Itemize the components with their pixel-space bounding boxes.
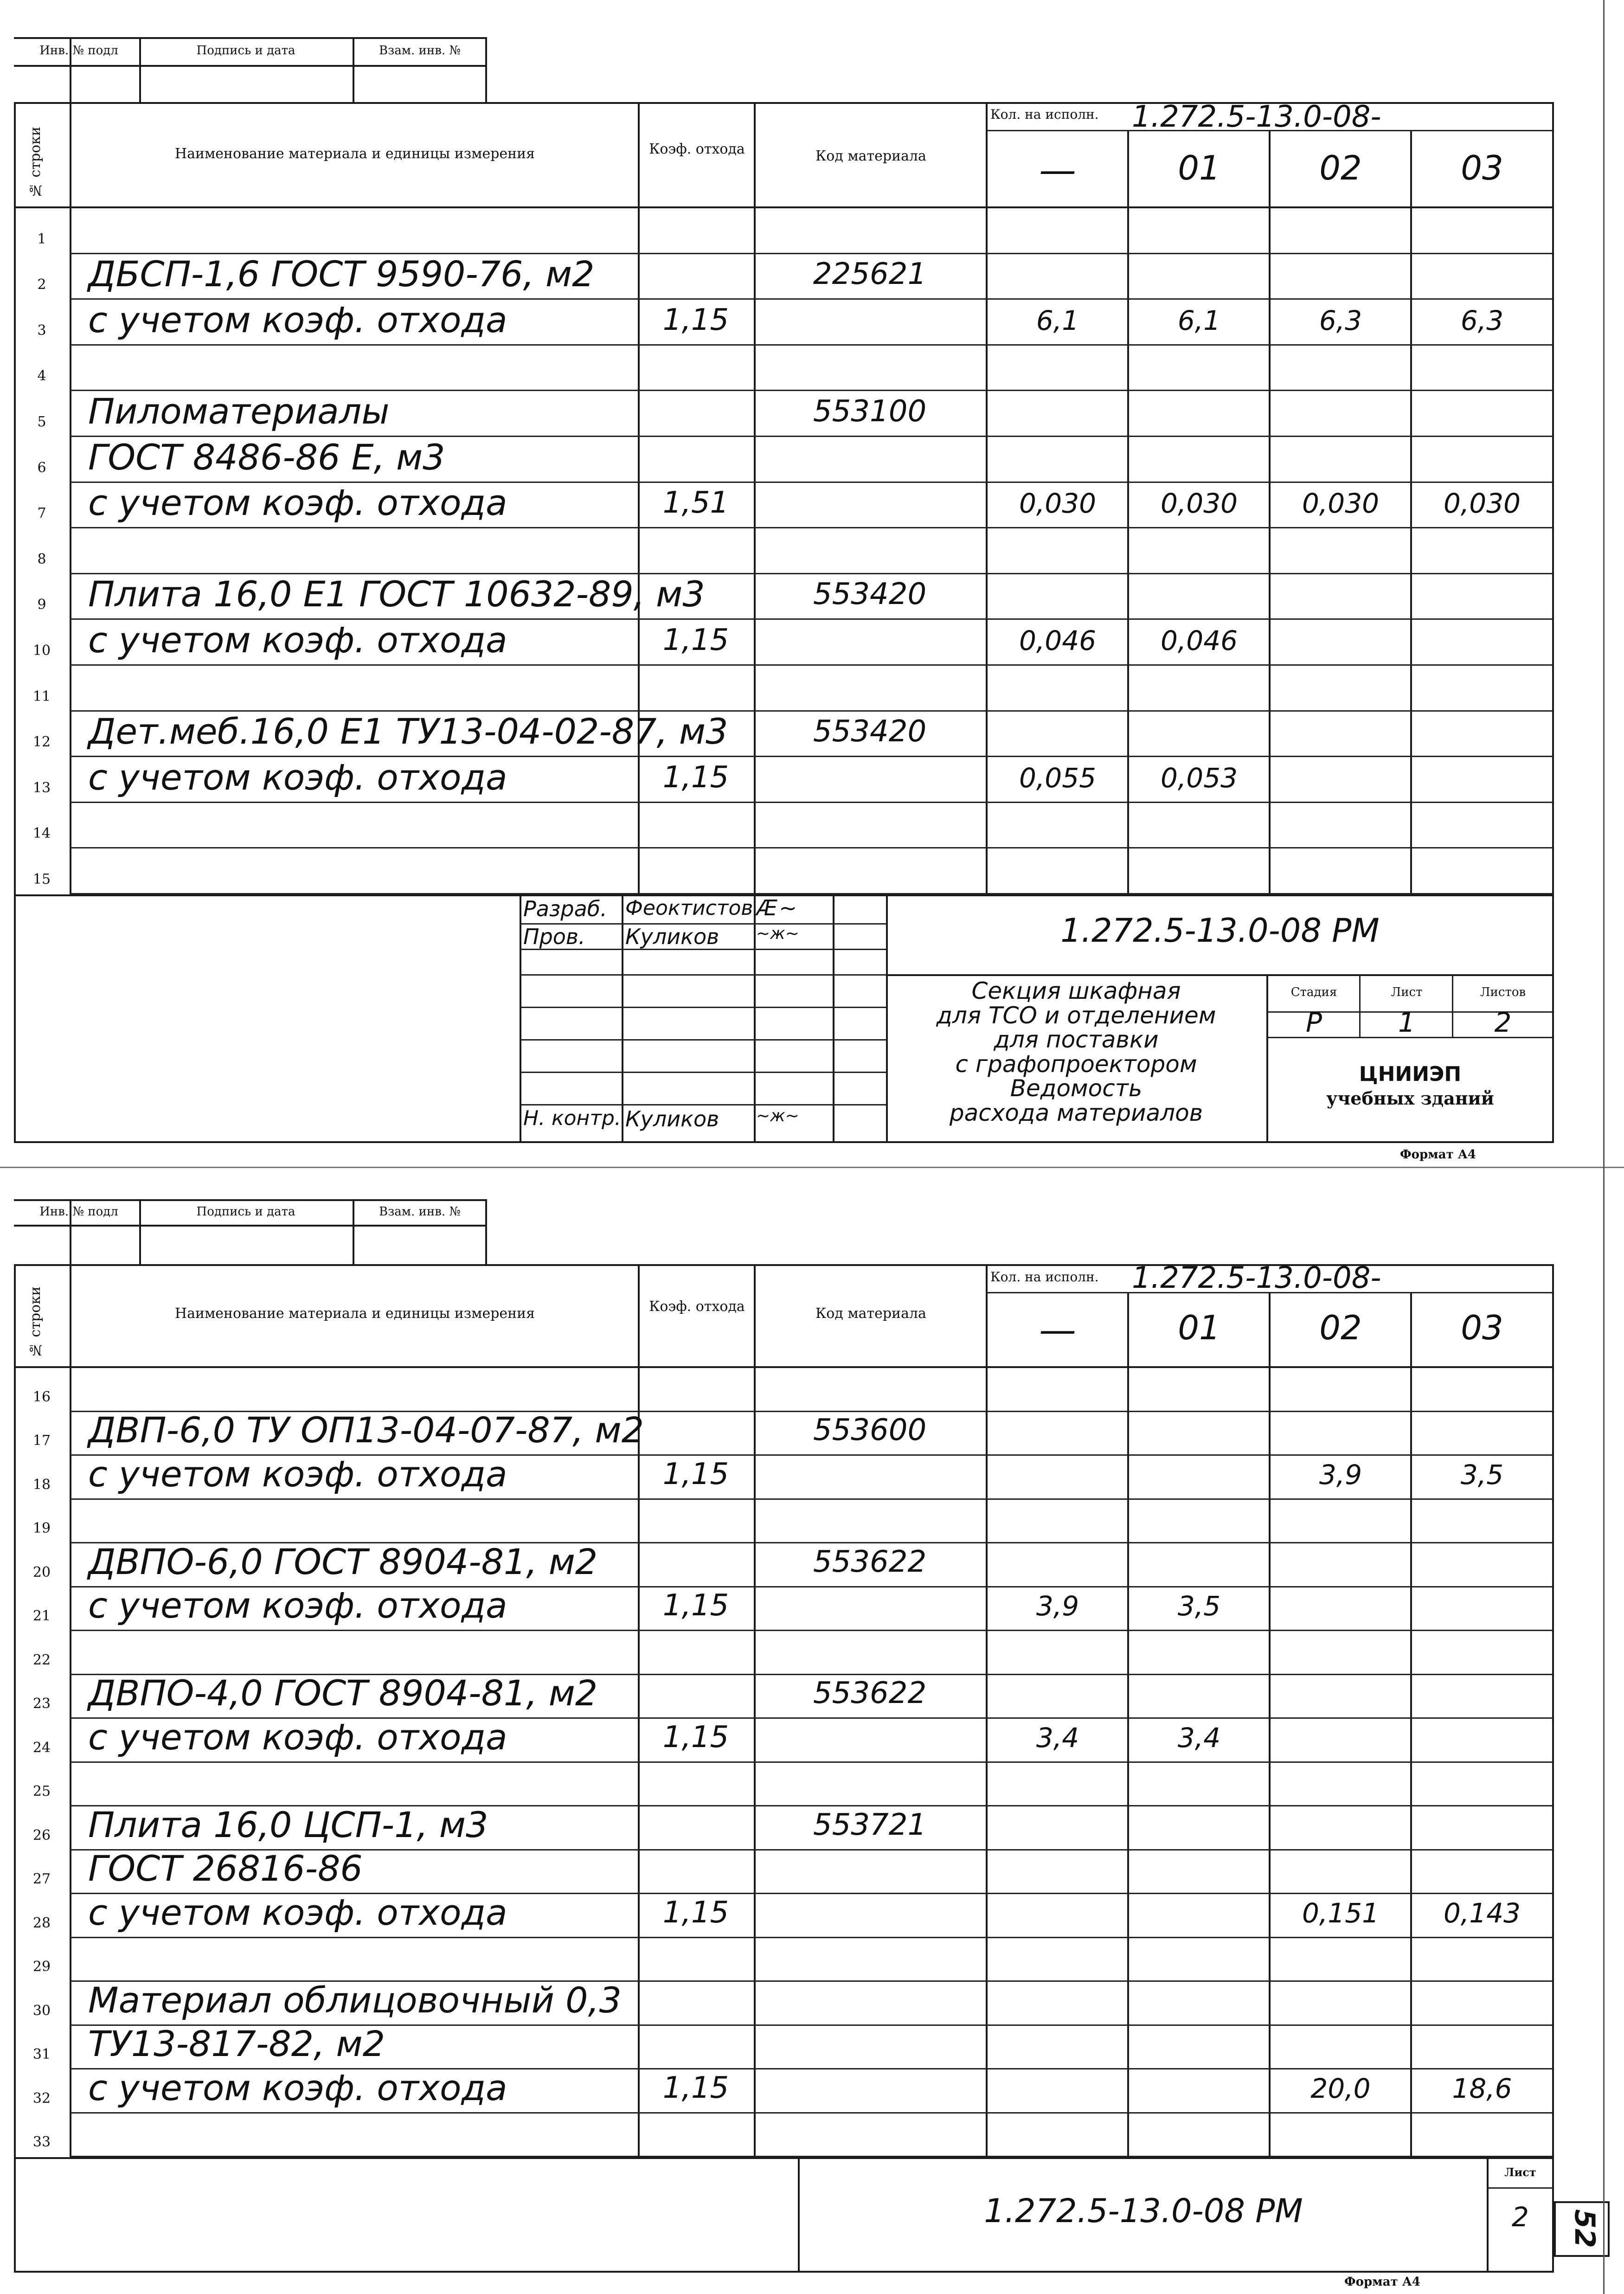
col-qty-label-2: Кол. на исполн. bbox=[990, 1269, 1099, 1285]
coef-value: 1,15 bbox=[662, 1588, 729, 1623]
row-number: 18 bbox=[32, 1476, 51, 1493]
col-qty-label: Кол. на исполн. bbox=[990, 107, 1099, 122]
material-code: 553622 bbox=[813, 1544, 927, 1579]
row-number: 1 bbox=[37, 231, 46, 247]
material-name: с учетом коэф. отхода bbox=[88, 482, 507, 524]
material-code: 553420 bbox=[813, 577, 927, 612]
quantity-value: 3,5 bbox=[1177, 1590, 1221, 1622]
row-divider bbox=[70, 1498, 1552, 1500]
variant-dash: — bbox=[1039, 148, 1076, 192]
quantity-value: 0,151 bbox=[1302, 1897, 1380, 1929]
row-number: 22 bbox=[32, 1651, 51, 1668]
material-name: с учетом коэф. отхода bbox=[88, 1585, 507, 1626]
format-label-2: Формат А4 bbox=[1344, 2275, 1421, 2289]
material-code: 553622 bbox=[813, 1676, 927, 1710]
signature-1: Æ ~ bbox=[756, 895, 797, 920]
format-label-1: Формат А4 bbox=[1399, 1148, 1476, 1162]
row-number: 24 bbox=[32, 1739, 51, 1756]
material-code: 553100 bbox=[813, 394, 927, 429]
desc-line: для поставки bbox=[994, 1026, 1159, 1053]
material-name: ТУ13-817-82, м2 bbox=[88, 2023, 385, 2064]
page-edge bbox=[1603, 0, 1605, 2294]
desc-line: с графопроектором bbox=[955, 1050, 1197, 1078]
quantity-value: 6,3 bbox=[1460, 304, 1504, 336]
row-number: 32 bbox=[32, 2090, 51, 2107]
quantity-value: 0,053 bbox=[1160, 762, 1238, 794]
variant-02-2: 02 bbox=[1319, 1308, 1362, 1347]
row-number: 28 bbox=[32, 1915, 51, 1931]
row-number: 29 bbox=[32, 1959, 51, 1975]
row-divider bbox=[70, 344, 1552, 346]
quantity-value: 0,030 bbox=[1443, 488, 1521, 520]
prov-name: Куликов bbox=[625, 924, 719, 949]
material-name: Материал облицовочный 0,3 bbox=[88, 1979, 622, 2021]
nkontr-label: Н. контр. bbox=[523, 1106, 621, 1130]
col-name-2: Наименование материала и единицы измерения bbox=[174, 1305, 535, 1322]
material-name: с учетом коэф. отхода bbox=[88, 1453, 507, 1495]
row-divider bbox=[70, 664, 1552, 666]
quantity-value: 0,046 bbox=[1019, 625, 1097, 656]
material-code: 553600 bbox=[813, 1413, 927, 1447]
sheets-value: 2 bbox=[1494, 1007, 1512, 1038]
quantity-value: 0,143 bbox=[1443, 1897, 1521, 1929]
coef-value: 1,15 bbox=[662, 1457, 729, 1491]
row-divider bbox=[70, 1761, 1552, 1763]
desc-line: Ведомость bbox=[1010, 1075, 1143, 1102]
material-name: с учетом коэф. отхода bbox=[88, 1716, 507, 1758]
col-coef-2: Коэф. отхода bbox=[649, 1298, 745, 1315]
row-number: 2 bbox=[37, 276, 46, 293]
material-name: с учетом коэф. отхода bbox=[88, 299, 507, 341]
material-name: с учетом коэф. отхода bbox=[88, 2067, 507, 2108]
sheets-label: Листов bbox=[1480, 985, 1526, 999]
signature-3: ~ж~ bbox=[756, 1106, 799, 1125]
sheet2-value: 2 bbox=[1512, 2201, 1529, 2233]
coef-value: 1,15 bbox=[662, 1895, 729, 1930]
row-number: 26 bbox=[32, 1827, 51, 1844]
coef-value: 1,15 bbox=[662, 623, 729, 657]
quantity-value: 18,6 bbox=[1452, 2072, 1512, 2104]
stage-label: Стадия bbox=[1290, 985, 1337, 999]
quantity-value: 3,5 bbox=[1460, 1459, 1504, 1491]
quantity-value: 0,055 bbox=[1019, 762, 1097, 794]
row-number: 19 bbox=[32, 1520, 51, 1536]
row-number: 21 bbox=[32, 1608, 51, 1624]
row-number: 14 bbox=[32, 825, 51, 842]
coef-value: 1,51 bbox=[662, 486, 729, 520]
row-number: 3 bbox=[37, 322, 46, 339]
quantity-value: 0,046 bbox=[1160, 625, 1238, 656]
row-number: 8 bbox=[37, 551, 46, 567]
row-number: 31 bbox=[32, 2046, 51, 2063]
row-number: 11 bbox=[32, 688, 51, 705]
razrab-name: Феоктистов bbox=[625, 896, 753, 920]
variant-02: 02 bbox=[1319, 148, 1362, 187]
material-name: ГОСТ 8486-86 Е, м3 bbox=[88, 436, 445, 478]
page-number-box bbox=[1554, 2201, 1610, 2257]
desc-line: расхода материалов bbox=[949, 1099, 1203, 1126]
org-sub: учебных зданий bbox=[1326, 1088, 1494, 1109]
row-number: 15 bbox=[32, 871, 51, 887]
row-number: 25 bbox=[32, 1783, 51, 1799]
signature-2: ~ж~ bbox=[756, 924, 799, 943]
row-divider bbox=[70, 2156, 1552, 2157]
row-number: 30 bbox=[32, 2002, 51, 2019]
material-name: ДВП-6,0 ТУ ОП13-04-07-87, м2 bbox=[88, 1409, 644, 1451]
quantity-value: 0,030 bbox=[1302, 488, 1380, 520]
row-number: 10 bbox=[32, 643, 51, 659]
inv-label-2: Инв. № подл bbox=[39, 1205, 118, 1219]
material-code: 225621 bbox=[813, 257, 927, 292]
quantity-value: 3,9 bbox=[1036, 1590, 1079, 1622]
row-number: 23 bbox=[32, 1696, 51, 1712]
coef-value: 1,15 bbox=[662, 2070, 729, 2105]
row-number: 17 bbox=[32, 1433, 51, 1449]
row-number: 7 bbox=[37, 505, 46, 522]
doc-prefix-2: 1.272.5-13.0-08- bbox=[1132, 1261, 1381, 1295]
coef-value: 1,15 bbox=[662, 302, 729, 337]
material-name: Плита 16,0 Е1 ГОСТ 10632-89, м3 bbox=[88, 573, 705, 615]
col-code-2: Код материала bbox=[815, 1305, 926, 1322]
quantity-value: 20,0 bbox=[1310, 2072, 1371, 2104]
sign-label: Подпись и дата bbox=[196, 44, 295, 58]
material-name: ДВПО-6,0 ГОСТ 8904-81, м2 bbox=[88, 1541, 598, 1582]
row-number: 13 bbox=[32, 779, 51, 796]
material-name: с учетом коэф. отхода bbox=[88, 619, 507, 661]
material-code: 553420 bbox=[813, 714, 927, 749]
material-code: 553721 bbox=[813, 1807, 927, 1842]
row-number: 9 bbox=[37, 597, 46, 613]
variant-01-2: 01 bbox=[1178, 1308, 1220, 1347]
row-divider bbox=[70, 2112, 1552, 2114]
material-name: Плита 16,0 ЦСП-1, м3 bbox=[88, 1804, 488, 1845]
razrab-label: Разраб. bbox=[523, 896, 607, 921]
row-number: 6 bbox=[37, 459, 46, 476]
material-name: Пиломатериалы bbox=[88, 391, 390, 432]
nkontr-name: Куликов bbox=[625, 1106, 719, 1131]
variant-03: 03 bbox=[1461, 148, 1503, 187]
row-divider bbox=[70, 527, 1552, 528]
quantity-value: 3,4 bbox=[1036, 1722, 1079, 1754]
row-number: 5 bbox=[37, 414, 46, 430]
quantity-value: 3,9 bbox=[1319, 1459, 1362, 1491]
row-number: 20 bbox=[32, 1564, 51, 1581]
row-divider bbox=[70, 1937, 1552, 1938]
org-name: ЦНИИЭП bbox=[1359, 1062, 1462, 1086]
row-number: 33 bbox=[32, 2134, 51, 2150]
quantity-value: 0,030 bbox=[1019, 488, 1097, 520]
coef-value: 1,15 bbox=[662, 760, 729, 795]
row-number: 4 bbox=[37, 368, 46, 385]
row-divider bbox=[70, 1630, 1552, 1631]
row-number: 16 bbox=[32, 1388, 51, 1405]
doc-prefix: 1.272.5-13.0-08- bbox=[1132, 100, 1381, 134]
desc-line: для ТСО и отделением bbox=[936, 1002, 1216, 1029]
variant-01: 01 bbox=[1178, 148, 1220, 187]
quantity-value: 6,1 bbox=[1177, 304, 1221, 336]
material-name: ДБСП-1,6 ГОСТ 9590-76, м2 bbox=[88, 253, 595, 295]
material-name: Дет.меб.16,0 Е1 ТУ13-04-02-87, м3 bbox=[88, 711, 728, 752]
row-divider bbox=[70, 893, 1552, 894]
stage-value: Р bbox=[1306, 1007, 1322, 1038]
sign-label-2: Подпись и дата bbox=[196, 1205, 295, 1219]
col-row-no: № строки bbox=[27, 127, 44, 198]
variant-dash-2: — bbox=[1039, 1308, 1076, 1351]
page-number: 52 bbox=[1568, 2209, 1601, 2248]
quantity-value: 6,3 bbox=[1319, 304, 1362, 336]
row-divider bbox=[70, 802, 1552, 803]
col-name: Наименование материала и единицы измерения bbox=[174, 146, 535, 162]
quantity-value: 0,030 bbox=[1160, 488, 1238, 520]
sheet-separator bbox=[0, 1167, 1624, 1168]
material-name: ГОСТ 26816-86 bbox=[88, 1848, 363, 1889]
desc-line: Секция шкафная bbox=[971, 977, 1181, 1004]
prov-label: Пров. bbox=[523, 924, 585, 949]
row-divider bbox=[70, 847, 1552, 848]
inv-label: Инв. № подл bbox=[39, 44, 118, 58]
variant-03-2: 03 bbox=[1461, 1308, 1503, 1347]
col-code: Код материала bbox=[815, 148, 926, 164]
col-coef: Коэф. отхода bbox=[649, 141, 745, 157]
vzam-label-2: Взам. инв. № bbox=[379, 1205, 461, 1219]
doc-description bbox=[888, 979, 1264, 1125]
vzam-label: Взам. инв. № bbox=[379, 44, 461, 58]
sheet-value: 1 bbox=[1398, 1007, 1415, 1038]
doc-code-1: 1.272.5-13.0-08 РМ bbox=[1060, 912, 1380, 950]
material-name: ДВПО-4,0 ГОСТ 8904-81, м2 bbox=[88, 1672, 598, 1714]
quantity-value: 3,4 bbox=[1177, 1722, 1221, 1754]
material-name: с учетом коэф. отхода bbox=[88, 756, 507, 798]
quantity-value: 6,1 bbox=[1036, 304, 1079, 336]
material-name: с учетом коэф. отхода bbox=[88, 1891, 507, 1933]
col-row-no-2: № строки bbox=[27, 1286, 44, 1358]
row-number: 27 bbox=[32, 1871, 51, 1887]
sheet2-label: Лист bbox=[1504, 2165, 1536, 2179]
coef-value: 1,15 bbox=[662, 1720, 729, 1754]
row-number: 12 bbox=[32, 734, 51, 751]
sheet-label: Лист bbox=[1391, 985, 1423, 999]
doc-code-2: 1.272.5-13.0-08 РМ bbox=[984, 2192, 1303, 2230]
